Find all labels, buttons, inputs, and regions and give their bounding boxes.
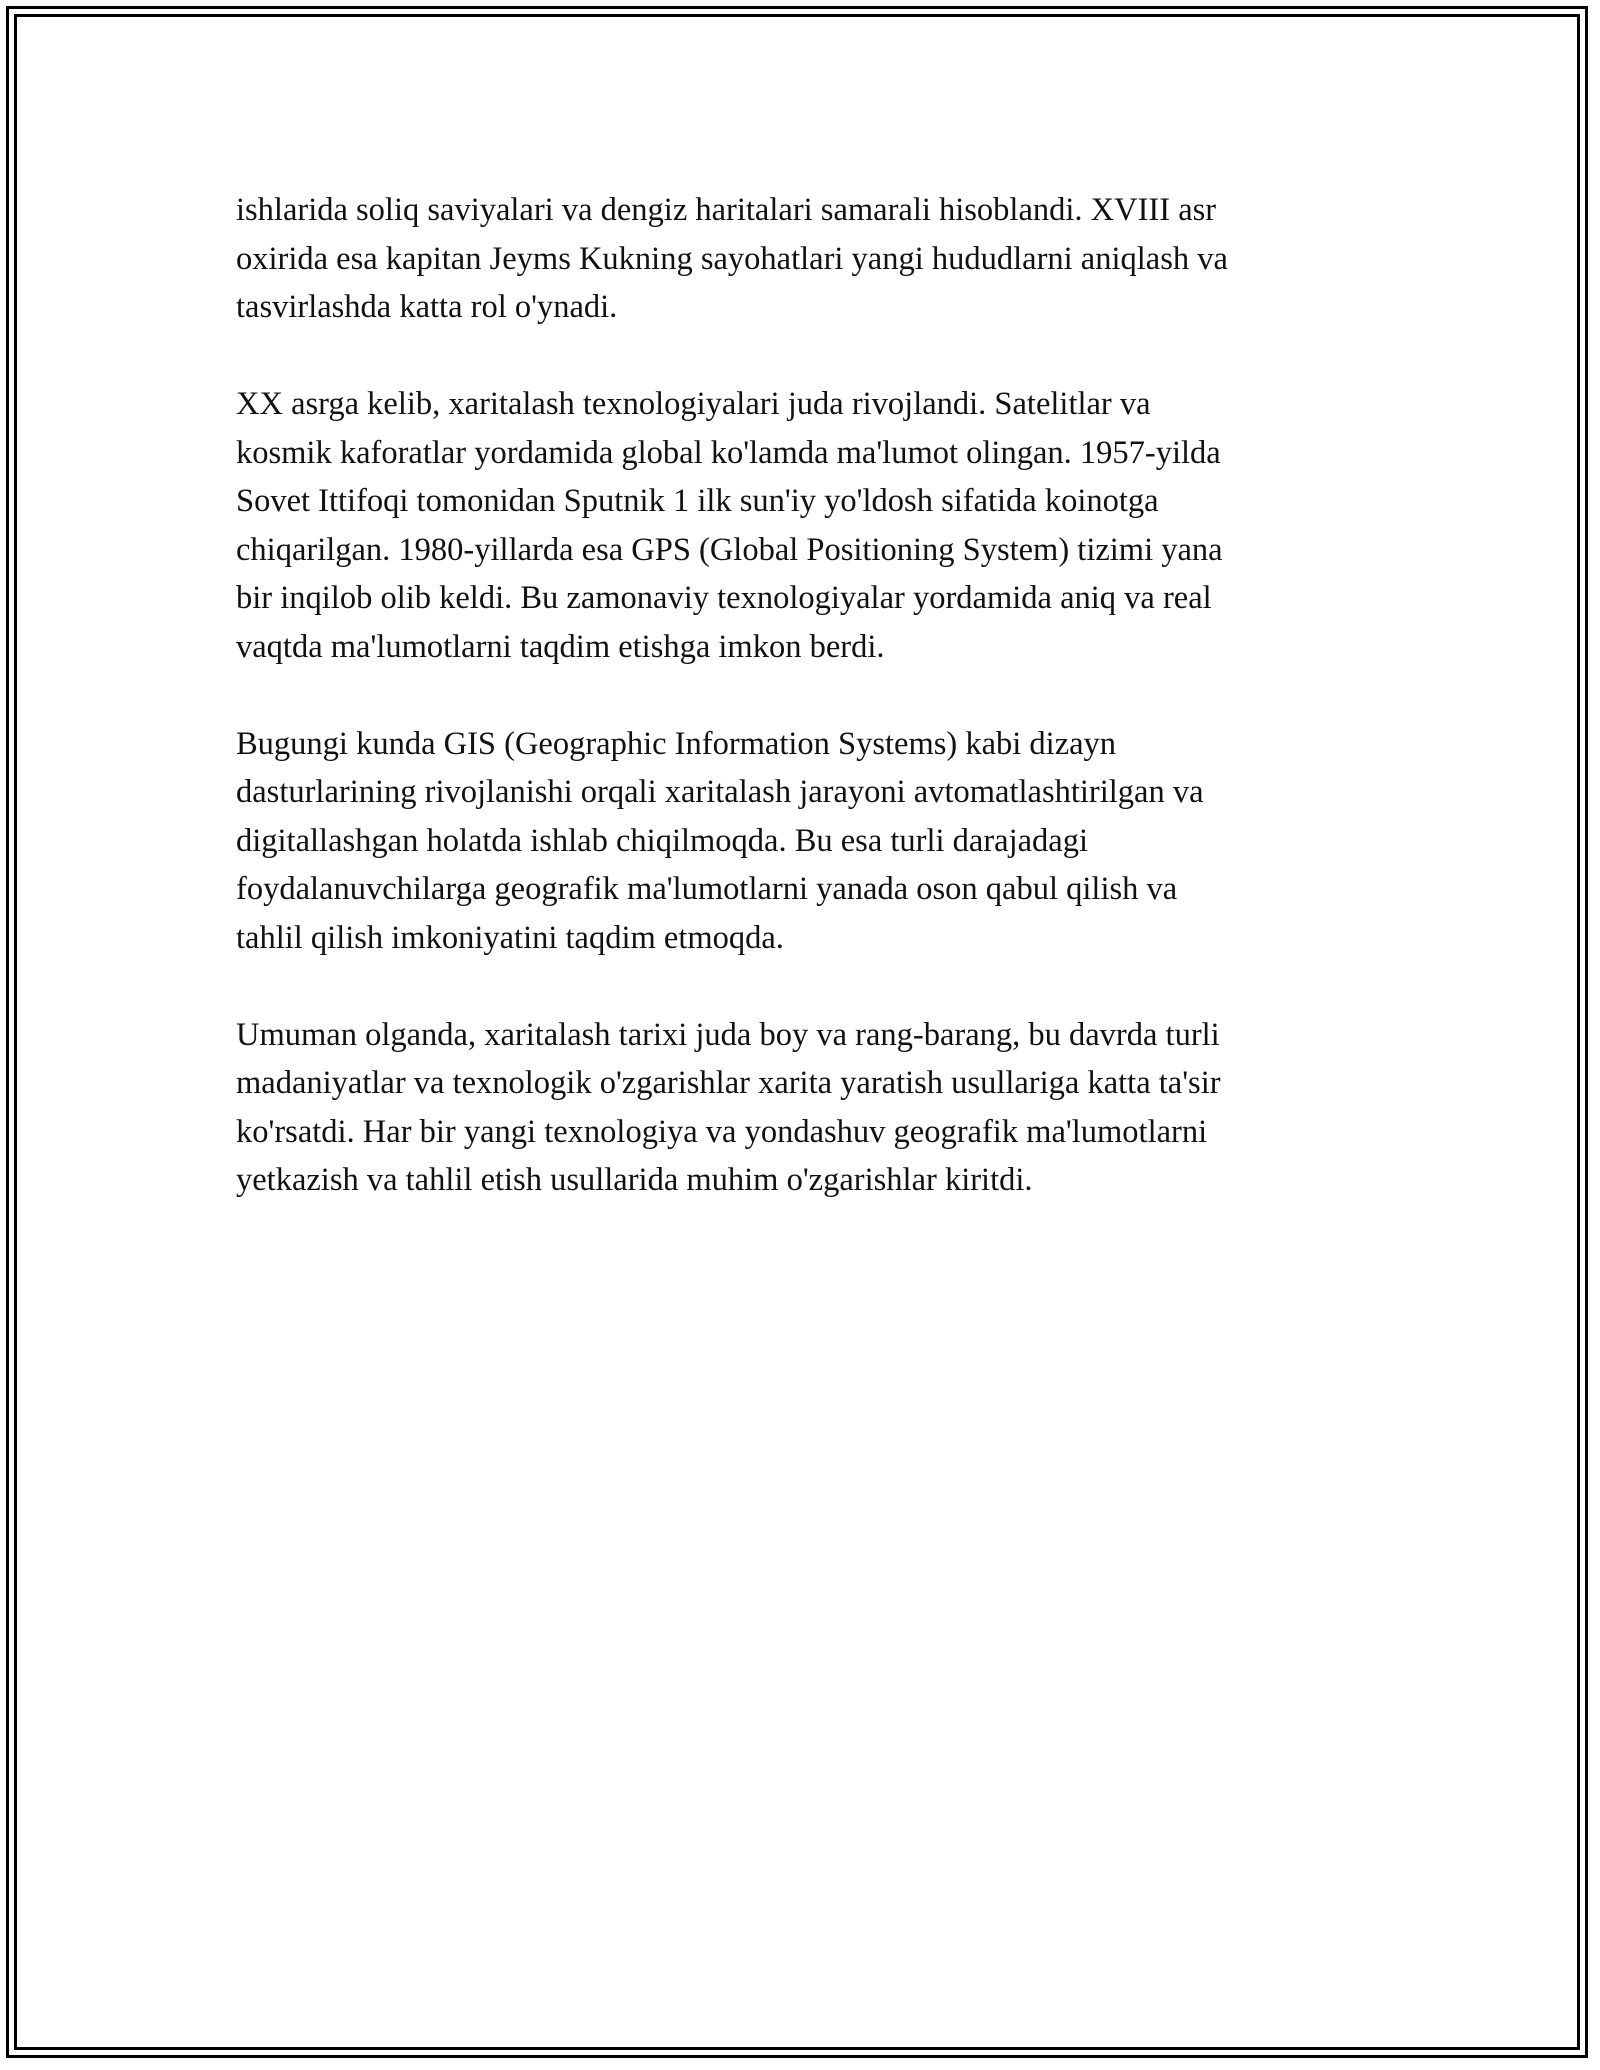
paragraph-3: Bugungi kunda GIS (Geographic Information Systems) kabi dizayn dasturlarining rivojlanishi orqali xaritalash jarayoni avtomatlashtirilgan va digitallashgan holatda ishlab chiqilmoqda. Bu esa turli darajadagi foydalanuvchilarga geografik ma'lumotlarni yanada oson qabul qilish va tahlil qilish imkoniyatini taqdim etmoqda. bbox=[236, 725, 1204, 956]
document-body bbox=[236, 186, 1366, 1253]
paragraph-2: XX asrga kelib, xaritalash texnologiyalari juda rivojlandi. Satelitlar va kosmik kaforatlar yordamida global ko'lamda ma'lumot olingan. 1957-yilda Sovet Ittifoqi tomonidan Sputnik 1 ilk sun'iy yo'ldosh sifatida koinotga chiqarilgan. 1980-yillarda esa GPS (Global Positioning System) tizimi yana bir inqilob olib keldi. Bu zamonaviy texnologiyalar yordamida aniq va real vaqtda ma'lumotlarni taqdim etishga imkon berdi. bbox=[236, 386, 1223, 665]
paragraph-4: Umuman olganda, xaritalash tarixi juda boy va rang-barang, bu davrda turli madaniyatlar va texnologik o'zgarishlar xarita yaratish usullariga katta ta'sir ko'rsatdi. Har bir yangi texnologiya va yondashuv geografik ma'lumotlarni yetkazish va tahlil etish usullarida muhim o'zgarishlar kiritdi. bbox=[236, 1016, 1221, 1198]
paragraph-1: ishlarida soliq saviyalari va dengiz haritalari samarali hisoblandi. XVIII asr oxirida esa kapitan Jeyms Kukning sayohatlari yangi hududlarni aniqlash va tasvirlashda katta rol o'ynadi. bbox=[236, 192, 1228, 325]
